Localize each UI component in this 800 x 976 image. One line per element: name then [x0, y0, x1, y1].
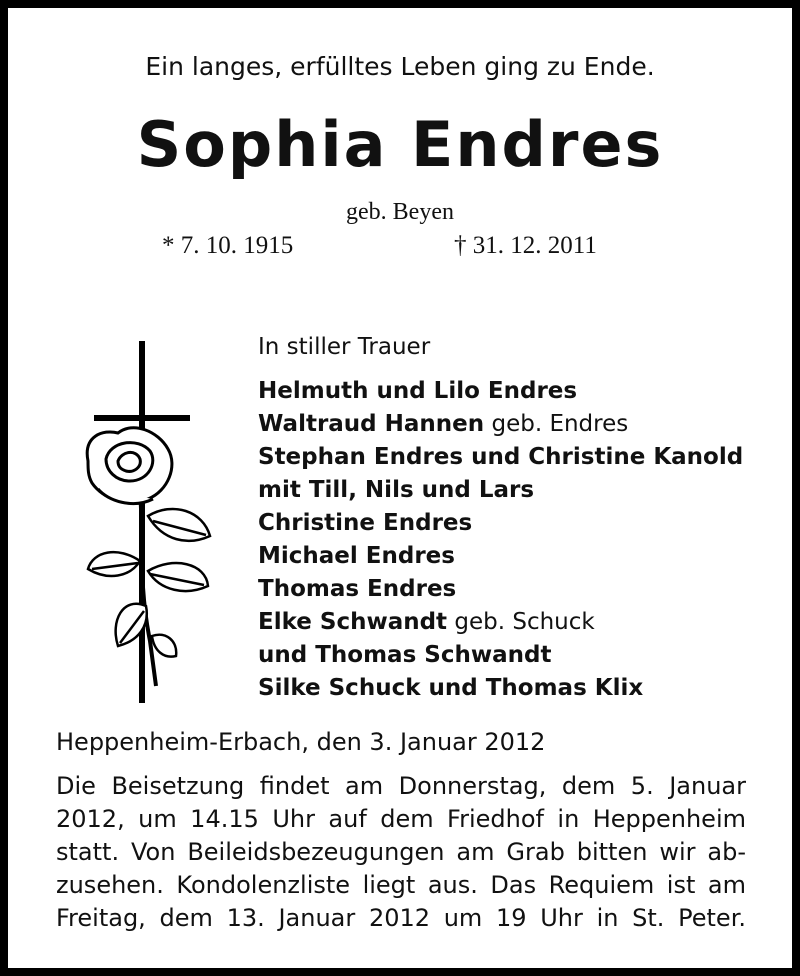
death-date: † 31. 12. 2011 [454, 232, 597, 259]
mourner-name: und Thomas Schwandt [258, 642, 552, 668]
cross-with-rose-icon [78, 341, 218, 711]
obituary-notice [8, 8, 792, 968]
mourner-entry [258, 441, 743, 474]
mourner-entry [258, 375, 743, 408]
deceased-name: Sophia Endres [136, 108, 664, 181]
mourner-name: Michael Endres [258, 543, 455, 569]
mourner-entry [258, 474, 743, 507]
place-and-date: Heppenheim-Erbach, den 3. Januar 2012 [56, 728, 546, 756]
intro-line: Ein langes, erfülltes Leben ging zu Ende. [145, 52, 655, 81]
mourner-name: Thomas Endres [258, 576, 457, 602]
mourner-name: Helmuth und Lilo Endres [258, 378, 578, 404]
mourner-entry [258, 639, 743, 672]
funeral-line: Freitag, dem 13. Januar 2012 um 19 Uhr in St. Peter. [56, 904, 746, 932]
funeral-line: Die Beisetzung findet am Donnerstag, dem 5. Januar [56, 772, 746, 800]
mourner-name: Elke Schwandt [258, 609, 448, 635]
mourner-entry [258, 408, 743, 441]
birth-date: * 7. 10. 1915 [162, 232, 294, 259]
mourner-entry [258, 507, 743, 540]
mourner-entry [258, 573, 743, 606]
mourner-note: geb. Endres [484, 411, 629, 437]
mourner-name: mit Till, Nils und Lars [258, 477, 535, 503]
funeral-line: statt. Von Beileidsbezeugungen am Grab bitten wir ab- [56, 838, 746, 866]
mourner-entry [258, 540, 743, 573]
mourner-entry [258, 672, 743, 705]
funeral-line: 2012, um 14.15 Uhr auf dem Friedhof in Heppenheim [56, 805, 746, 833]
mourning-line: In stiller Trauer [258, 334, 431, 360]
funeral-line: zusehen. Kondolenzliste liegt aus. Das Requiem ist am [56, 871, 746, 899]
funeral-details [56, 770, 746, 935]
mourner-name: Silke Schuck und Thomas Klix [258, 675, 644, 701]
mourner-name: Waltraud Hannen [258, 411, 485, 437]
mourner-list [258, 375, 743, 705]
mourner-entry [258, 606, 743, 639]
mourner-note: geb. Schuck [447, 609, 595, 635]
mourner-name: Stephan Endres und Christine Kanold [258, 444, 744, 470]
mourner-name: Christine Endres [258, 510, 473, 536]
maiden-name: geb. Beyen [346, 199, 454, 225]
